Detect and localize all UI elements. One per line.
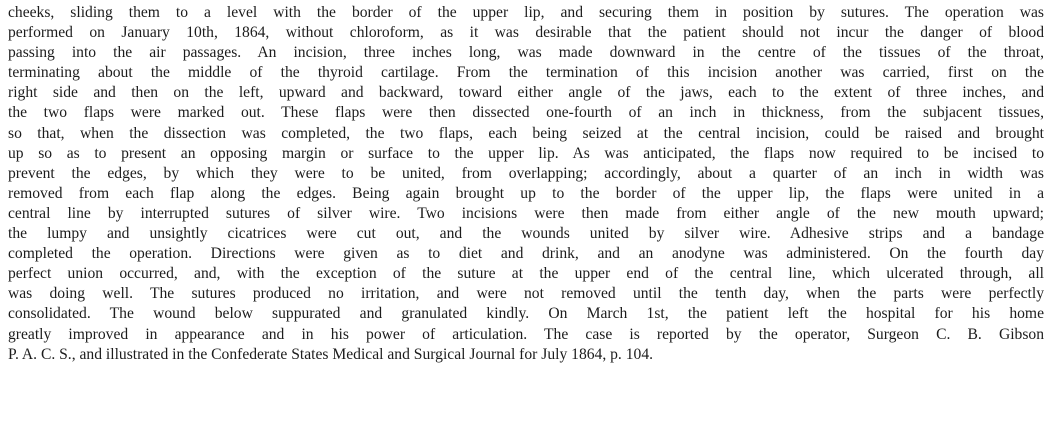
text-line: so that, when the dissection was completed, the two flaps, each being seized at the central incision, could be raised and brought — [8, 124, 1044, 142]
text-line: passing into the air passages. An incision, three inches long, was made downward in the centre of the tissues of the throat, — [8, 44, 1044, 62]
text-line: cheeks, sliding them to a level with the border of the upper lip, and securing them in position by sutures. The operation was — [8, 4, 1044, 21]
text-line: consolidated. The wound below suppurated and granulated kindly. On March 1st, the patient left the hospital for his home — [8, 305, 1044, 323]
text-line: greatly improved in appearance and in his power of articulation. The case is reported by the operator, Surgeon C. B. Gibson — [8, 325, 1044, 343]
text-line: perfect union occurred, and, with the exception of the suture at the upper end of the central line, which ulcerated through, all — [8, 265, 1044, 283]
text-line: the lumpy and unsightly cicatrices were cut out, and the wounds united by silver wire. Adhesive strips and a bandage — [8, 225, 1044, 243]
text-line: the two flaps were marked out. These flaps were then dissected one-fourth of an inch in thickness, from the subjacent tissues, — [8, 104, 1044, 122]
text-line: performed on January 10th, 1864, without chloroform, as it was desirable that the patient should not incur the danger of blood — [8, 24, 1044, 42]
body-paragraph — [8, 3, 1044, 365]
text-line: right side and then on the left, upward and backward, toward either angle of the jaws, each to the extent of three inches, and — [8, 84, 1044, 102]
text-line: removed from each flap along the edges. Being again brought up to the border of the upper lip, the flaps were united in a — [8, 184, 1044, 202]
text-line: up so as to present an opposing margin or surface to the upper lip. As was anticipated, the flaps now required to be incised to — [8, 144, 1044, 162]
text-line: central line by interrupted sutures of silver wire. Two incisions were then made from either angle of the new mouth upward; — [8, 204, 1044, 222]
text-line-last: P. A. C. S., and illustrated in the Confederate States Medical and Surgical Journal for July 1864, p. 104. — [8, 345, 654, 363]
document-page — [8, 3, 1044, 425]
text-line: completed the operation. Directions were given as to diet and drink, and an anodyne was administered. On the fourth day — [8, 245, 1044, 263]
text-line: was doing well. The sutures produced no irritation, and were not removed until the tenth day, when the parts were perfectly — [8, 285, 1044, 303]
text-line: terminating about the middle of the thyroid cartilage. From the termination of this incision another was carried, first on the — [8, 64, 1044, 82]
text-line: prevent the edges, by which they were to be united, from overlapping; accordingly, about a quarter of an inch in width was — [8, 164, 1044, 182]
